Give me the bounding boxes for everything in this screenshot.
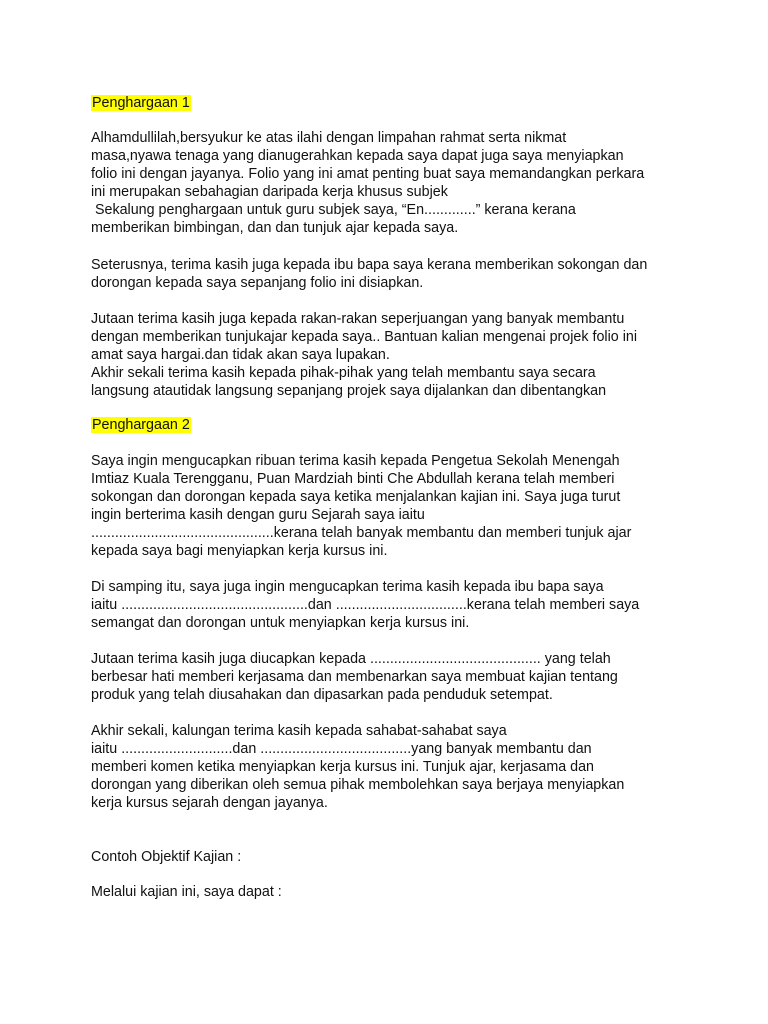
- paragraph-line: dengan memberikan tunjukajar kepada saya.. Bantuan kalian mengenai projek folio ini: [91, 329, 638, 345]
- objective-title: Contoh Objektif Kajian :: [91, 849, 242, 865]
- paragraph-line: Seterusnya, terima kasih juga kepada ibu bapa saya kerana memberikan sokongan dan: [91, 257, 648, 273]
- heading-penghargaan-1: [91, 94, 191, 112]
- paragraph-line: dorongan kepada saya sepanjang folio ini disiapkan.: [91, 275, 424, 291]
- paragraph-line: Saya ingin mengucapkan ribuan terima kasih kepada Pengetua Sekolah Menengah: [91, 453, 620, 469]
- paragraph-line: iaitu ...............................................dan .................................kerana telah memberi saya: [91, 597, 640, 613]
- paragraph-line: kepada saya bagi menyiapkan kerja kursus ini.: [91, 543, 388, 559]
- paragraph-line: masa,nyawa tenaga yang dianugerahkan kepada saya dapat juga saya menyiapkan: [91, 148, 624, 164]
- heading-highlight: Penghargaan 2: [92, 417, 190, 433]
- paragraph-line: Di samping itu, saya juga ingin mengucapkan terima kasih kepada ibu bapa saya: [91, 579, 604, 595]
- objective-intro: Melalui kajian ini, saya dapat :: [91, 884, 282, 900]
- paragraph-line: langsung atautidak langsung sepanjang projek saya dijalankan dan dibentangkan: [91, 383, 607, 399]
- paragraph-line: Jutaan terima kasih juga kepada rakan-rakan seperjuangan yang banyak membantu: [91, 311, 625, 327]
- paragraph-line: ingin berterima kasih dengan guru Sejarah saya iaitu: [91, 507, 425, 523]
- paragraph-line: Jutaan terima kasih juga diucapkan kepada ........................................... yang telah: [91, 651, 611, 667]
- paragraph-line: produk yang telah diusahakan dan dipasarkan pada penduduk setempat.: [91, 687, 553, 703]
- paragraph-line: amat saya hargai.dan tidak akan saya lupakan.: [91, 347, 390, 363]
- paragraph-line: dorongan yang diberikan oleh semua pihak membolehkan saya berjaya menyiapkan: [91, 777, 625, 793]
- paragraph-line: Alhamdullilah,bersyukur ke atas ilahi dengan limpahan rahmat serta nikmat: [91, 130, 567, 146]
- heading-highlight: Penghargaan 1: [92, 95, 190, 111]
- paragraph-line: Akhir sekali, kalungan terima kasih kepada sahabat-sahabat saya: [91, 723, 507, 739]
- paragraph-line: memberi komen ketika menyiapkan kerja kursus ini. Tunjuk ajar, kerjasama dan: [91, 759, 595, 775]
- paragraph-line: iaitu ............................dan ......................................yang banyak membantu dan: [91, 741, 592, 757]
- paragraph-line: folio ini dengan jayanya. Folio yang ini amat penting buat saya memandangkan perkara: [91, 166, 645, 182]
- heading-penghargaan-2: [91, 416, 191, 434]
- paragraph-line: Imtiaz Kuala Terengganu, Puan Mardziah binti Che Abdullah kerana telah memberi: [91, 471, 615, 487]
- paragraph-line: berbesar hati memberi kerjasama dan membenarkan saya membuat kajian tentang: [91, 669, 618, 685]
- paragraph-line: kerja kursus sejarah dengan jayanya.: [91, 795, 328, 811]
- paragraph-line: semangat dan dorongan untuk menyiapkan kerja kursus ini.: [91, 615, 470, 631]
- paragraph-line: Sekalung penghargaan untuk guru subjek saya, “En.............” kerana kerana: [91, 202, 576, 218]
- paragraph-line: Akhir sekali terima kasih kepada pihak-pihak yang telah membantu saya secara: [91, 365, 596, 381]
- paragraph-line: sokongan dan dorongan kepada saya ketika menjalankan kajian ini. Saya juga turut: [91, 489, 621, 505]
- paragraph-line: ini merupakan sebahagian daripada kerja khusus subjek: [91, 184, 448, 200]
- paragraph-line: memberikan bimbingan, dan dan tunjuk ajar kepada saya.: [91, 220, 459, 236]
- paragraph-line: ..............................................kerana telah banyak membantu dan memberi tunjuk ajar: [91, 525, 632, 541]
